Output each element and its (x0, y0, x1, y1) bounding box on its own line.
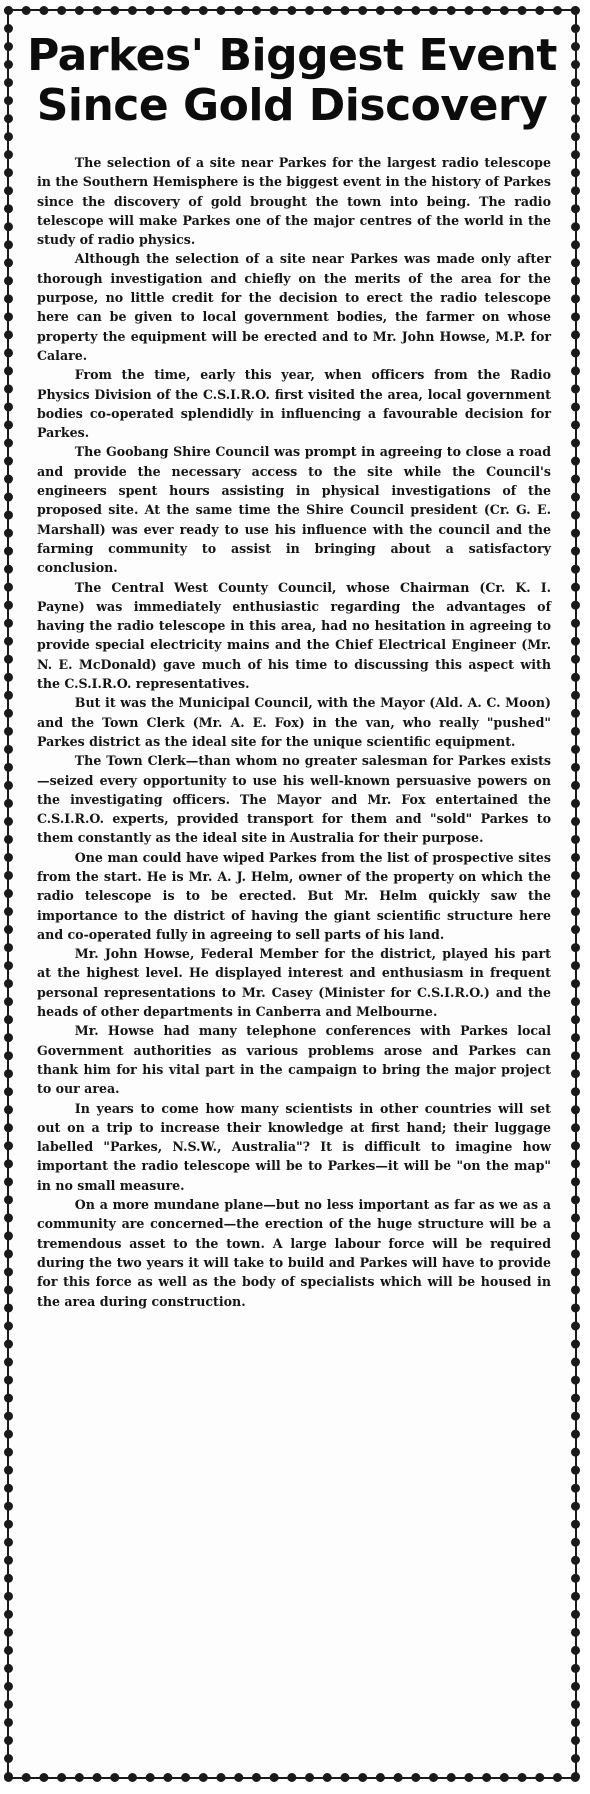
paragraph: The Goobang Shire Council was prompt in agreeing to close a road and provide the necessary access to the site while the Council's engineers spent hours assisting in physical investigations of the proposed site. At the same time the Shire Council president (Cr. G. E. Marshall) was ever ready to use his influence with the council and the farming community to assist in bringing about a satisfactory conclusion. (37, 444, 551, 576)
paragraph: From the time, early this year, when officers from the Radio Physics Division of the C.S.I.R.O. first visited the area, local government bodies co-operated splendidly in influencing a favourable decision for Parkes. (37, 367, 551, 441)
paragraph: The Central West County Council, whose Chairman (Cr. K. I. Payne) was immediately enthusiastic regarding the advantages of having the radio telescope in this area, had no hesitation in agreeing to provide special electricity mains and the Chief Electrical Engineer (Mr. N. E. McDonald) gave much of his time to discussing this aspect with the C.S.I.R.O. representatives. (37, 579, 551, 692)
decorative-border-frame (4, 6, 580, 1782)
article (25, 23, 559, 1765)
headline-line-1: Parkes' Biggest Event (27, 30, 557, 81)
paragraph: On a more mundane plane—but no less important as far as we as a community are concerned—the erection of the huge structure will be a tremendous asset to the town. A large labour force will be required during the two years it will take to build and Parkes will have to provide for this force as well as the body of specialists which will be housed in the area during construction. (37, 1197, 551, 1309)
paragraph: Although the selection of a site near Parkes was made only after thorough investigation and chiefly on the merits of the area for the purpose, no little credit for the decision to erect the radio telescope here can be given to local government bodies, the farmer on whose property the equipment will be erected and to Mr. John Howse, M.P. for Calare. (37, 251, 551, 363)
paragraph: The Town Clerk—than whom no greater salesman for Parkes exists—seized every opportunity to use his well-known persuasive powers on the investigating officers. The Mayor and Mr. Fox entertained the C.S.I.R.O. experts, provided transport for them and "sold" Parkes to them constantly as the ideal site in Australia for their purpose. (37, 753, 551, 846)
paragraph: One man could have wiped Parkes from the list of prospective sites from the start. He is Mr. A. J. Helm, owner of the property on which the radio telescope is to be erected. But Mr. Helm quickly saw the importance to the district of having the giant scientific structure here and co-operated fully in agreeing to sell parts of his land. (37, 849, 551, 942)
paragraph: The selection of a site near Parkes for the largest radio telescope in the Southern Hemisphere is the biggest event in the history of Parkes since the discovery of gold brought the town into being. The radio telescope will make Parkes one of the major centres of the world in the study of radio physics. (37, 155, 551, 248)
article-body (25, 153, 559, 1311)
headline-line-2: Since Gold Discovery (36, 80, 548, 131)
paragraph: Mr. Howse had many telephone conferences with Parkes local Government authorities as various problems arose and Parkes can thank him for his vital part in the campaign to bring the major project to our area. (37, 1023, 551, 1097)
paragraph: But it was the Municipal Council, with the Mayor (Ald. A. C. Moon) and the Town Clerk (Mr. A. E. Fox) in the van, who really "pushed" Parkes district as the ideal site for the unique scientific equipment. (37, 695, 551, 749)
paragraph: Mr. John Howse, Federal Member for the district, played his part at the highest level. He displayed interest and enthusiasm in frequent personal representations to Mr. Casey (Minister for C.S.I.R.O.) and the heads of other departments in Canberra and Melbourne. (37, 946, 551, 1020)
paragraph: In years to come how many scientists in other countries will set out on a trip to increase their knowledge at first hand; their luggage labelled "Parkes, N.S.W., Australia"? It is difficult to imagine how important the radio telescope will be to Parkes—it will be "on the map" in no small measure. (37, 1100, 551, 1193)
